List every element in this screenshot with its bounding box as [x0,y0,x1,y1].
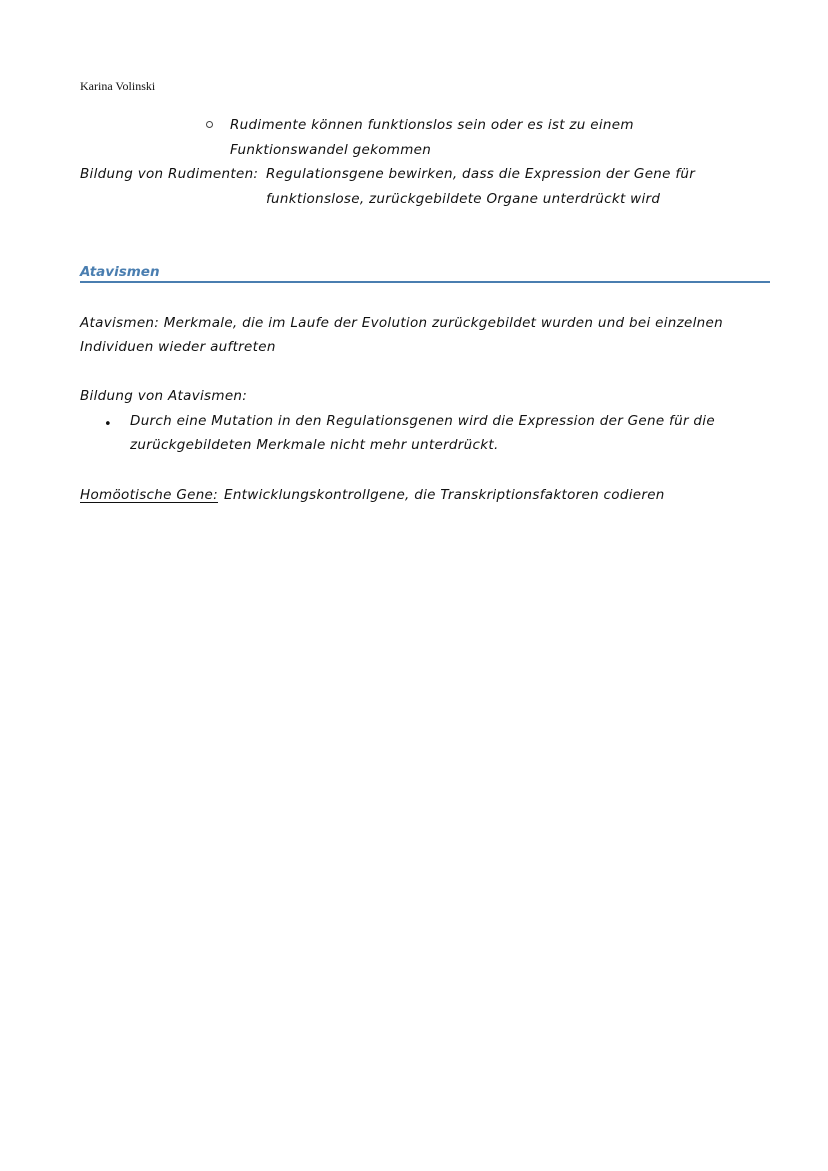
rudimente-sub-bullet-line2: Funktionswandel gekommen [230,142,432,158]
bullet-dot-icon: • [104,417,112,432]
heading-rule [80,281,770,283]
section-heading-atavismen: Atavismen [80,264,160,280]
atavismen-bullet-line1: Durch eine Mutation in den Regulationsgenen wird die Expression der Gene für die [130,413,715,429]
homoeotische-gene-definition: Entwicklungskontrollgene, die Transkriptionsfaktoren codieren [224,487,665,503]
rudimente-sub-bullet-line1: Rudimente können funktionslos sein oder es ist zu einem [230,117,634,133]
homoeotische-gene-term: Homöotische Gene: [80,487,219,503]
atavismen-definition-line2: Individuen wieder auftreten [80,339,276,355]
rudimente-bildung-line2: funktionslose, zurückgebildete Organe unterdrückt wird [266,191,661,207]
atavismen-bildung-label: Bildung von Atavismen: [80,388,248,404]
rudimente-bildung-label: Bildung von Rudimenten: [80,166,259,182]
atavismen-definition-line1: Atavismen: Merkmale, die im Laufe der Evolution zurückgebildet wurden und bei einzelnen [80,315,723,331]
rudimente-bildung-line1: Regulationsgene bewirken, dass die Expression der Gene für [266,166,696,182]
author-header: Karina Volinski [80,79,156,93]
atavismen-bullet-line2: zurückgebildeten Merkmale nicht mehr unterdrückt. [130,437,499,453]
hollow-circle-bullet-icon [206,121,213,128]
